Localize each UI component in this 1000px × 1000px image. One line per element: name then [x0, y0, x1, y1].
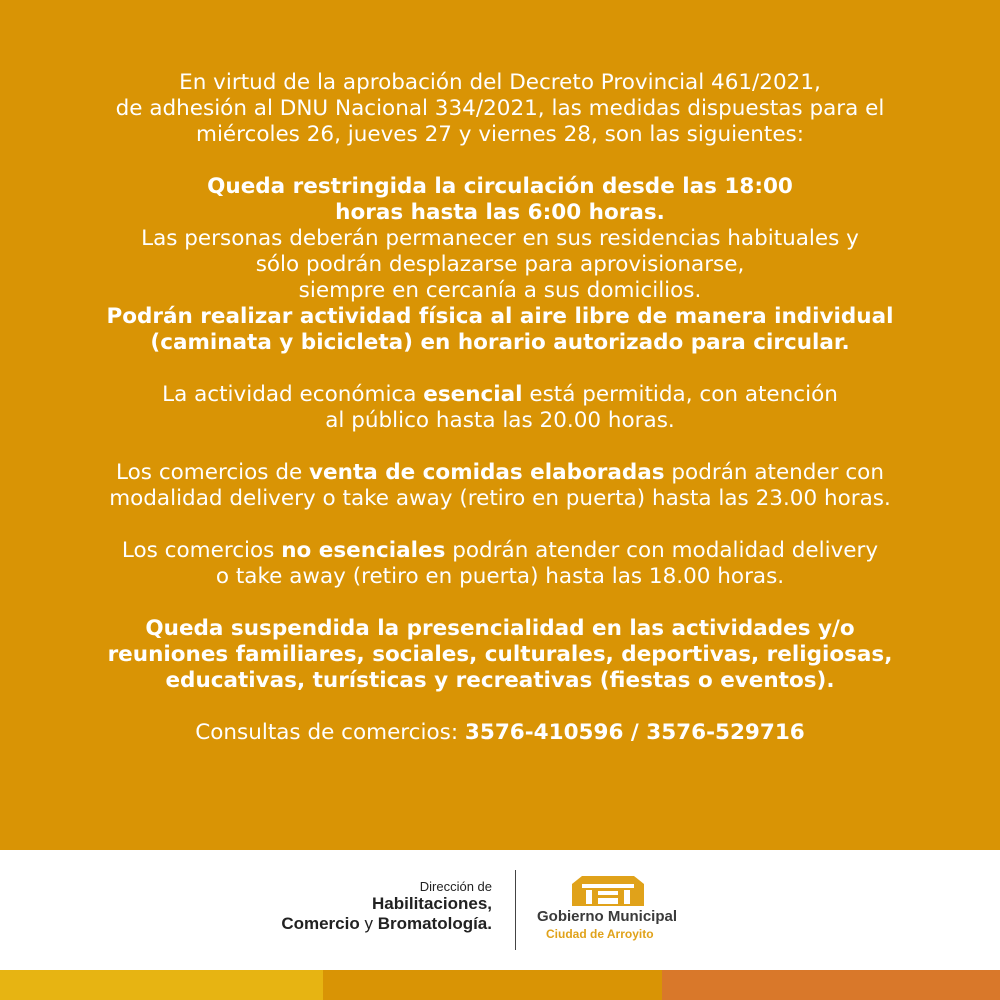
restriction-paragraph: [20, 174, 980, 356]
restriction-text-line: Las personas deberán permanecer en sus residencias habituales y: [141, 226, 859, 251]
suspension-line: Queda suspendida la presencialidad en las actividades y/o: [145, 616, 855, 641]
footer-divider: [515, 870, 516, 950]
stripe-yellow: [0, 970, 323, 1000]
restriction-heading-line: Queda restringida la circulación desde las 18:00: [207, 174, 793, 199]
direction-line2: [281, 914, 492, 934]
essential-line2: al público hasta las 20.00 horas.: [325, 408, 675, 433]
food-line2: modalidad delivery o take away (retiro en puerta) hasta las 23.00 horas.: [109, 486, 891, 511]
intro-line: miércoles 26, jueves 27 y viernes 28, son las siguientes:: [196, 122, 804, 147]
essential-bold: esencial: [423, 382, 523, 407]
nonessential-bold: no esenciales: [281, 538, 446, 563]
essential-pre: La actividad económica: [162, 382, 424, 407]
direction-line1: Habilitaciones,: [372, 894, 492, 913]
intro-paragraph: [20, 70, 980, 148]
nonessential-post: podrán atender con modalidad delivery: [445, 538, 879, 563]
restriction-heading-line: horas hasta las 6:00 horas.: [335, 200, 665, 225]
contact-paragraph: [20, 720, 980, 746]
direction-small-label: Dirección de: [419, 879, 492, 894]
restriction-text-line: siempre en cercanía a sus domicilios.: [298, 278, 702, 303]
nonessential-line: [20, 538, 980, 564]
activity-line: (caminata y bicicleta) en horario autorizado para circular.: [150, 330, 850, 355]
food-bold: venta de comidas elaboradas: [309, 460, 665, 485]
municipal-building-logo-icon: [568, 874, 648, 908]
government-title: Gobierno Municipal: [537, 908, 678, 925]
essential-post: está permitida, con atención: [522, 382, 838, 407]
stripe-orange: [323, 970, 662, 1000]
nonessential-pre: Los comercios: [121, 538, 282, 563]
essential-line: [20, 382, 980, 408]
contact-label: Consultas de comercios:: [195, 720, 465, 745]
bottom-stripes: [0, 970, 1000, 1000]
notice-content: [20, 70, 980, 772]
suspension-line: educativas, turísticas y recreativas (fiestas o eventos).: [165, 668, 835, 693]
direction-and: y: [359, 914, 378, 933]
food-pre: Los comercios de: [116, 460, 310, 485]
direction-block: [281, 880, 492, 934]
food-line: [20, 460, 980, 486]
suspension-line: reuniones familiares, sociales, culturales, deportivas, religiosas,: [107, 642, 893, 667]
food-paragraph: [20, 460, 980, 512]
direction-bromatology: Bromatología.: [377, 914, 492, 933]
restriction-text-line: sólo podrán desplazarse para aprovisionarse,: [255, 252, 745, 277]
nonessential-line2: o take away (retiro en puerta) hasta las 18.00 horas.: [215, 564, 785, 589]
intro-line: de adhesión al DNU Nacional 334/2021, las medidas dispuestas para el: [115, 96, 885, 121]
intro-line: En virtud de la aprobación del Decreto Provincial 461/2021,: [179, 70, 821, 95]
footer: [0, 850, 1000, 970]
activity-line: Podrán realizar actividad física al aire libre de manera individual: [106, 304, 894, 329]
government-subtitle: Ciudad de Arroyito: [546, 927, 654, 941]
food-post: podrán atender con: [664, 460, 884, 485]
nonessential-paragraph: [20, 538, 980, 590]
direction-commerce: Comercio: [281, 914, 360, 933]
contact-phones: 3576-410596 / 3576-529716: [464, 720, 805, 745]
stripe-rust: [662, 970, 1000, 1000]
suspension-paragraph: [20, 616, 980, 694]
essential-paragraph: [20, 382, 980, 434]
